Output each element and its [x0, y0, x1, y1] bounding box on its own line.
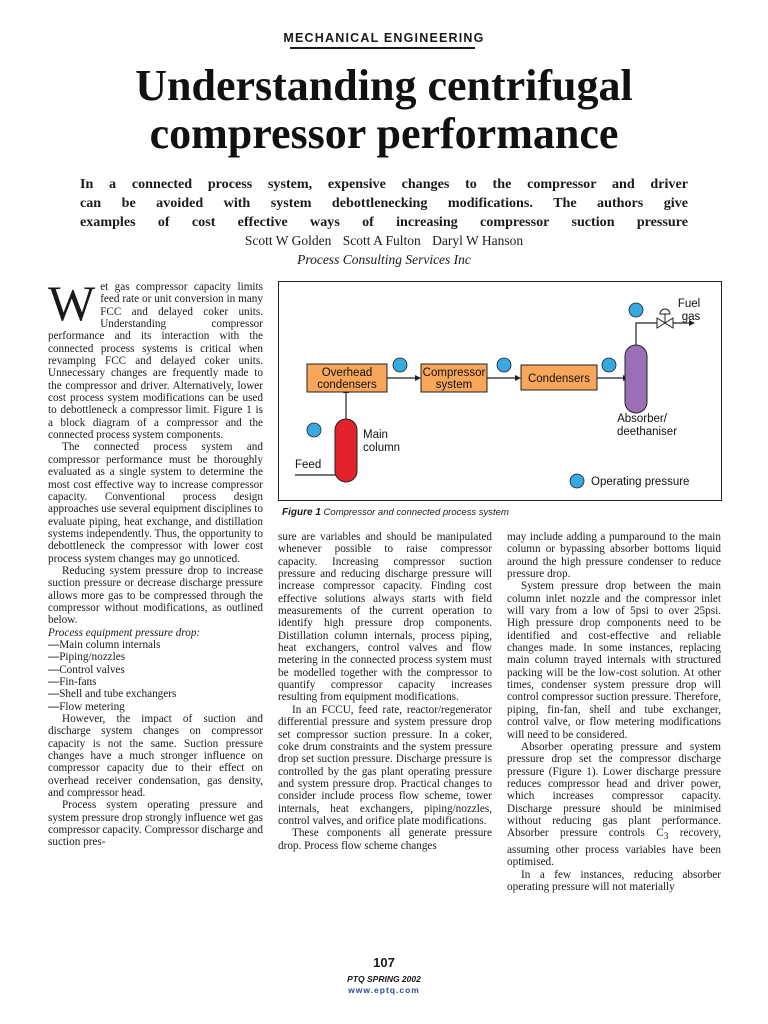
- section-label: MECHANICAL ENGINEERING: [283, 31, 485, 45]
- figure-caption: [282, 507, 722, 518]
- compressor-arrow: [415, 375, 421, 381]
- list-title: Process equipment pressure drop:: [48, 626, 201, 639]
- figure-caption-label: Figure 1: [282, 507, 321, 518]
- pressure-node: [497, 358, 511, 372]
- body-paragraph: However, the impact of suction and discharge system changes on compressor capacity is not the same. Suction pressure changes have a much stronger influence on compressor capacity due to their effect on overhead receiver condensation, gas density, and compressor head.: [48, 713, 263, 800]
- author-affiliation: Process Consulting Services Inc: [297, 252, 471, 267]
- feed-label: Feed: [295, 459, 322, 471]
- pressure-node: [393, 358, 407, 372]
- overhead-label: condensers: [317, 379, 377, 391]
- body-paragraph: [507, 741, 721, 869]
- body-paragraph: These components all generate pressure drop. Process flow scheme changes: [278, 827, 492, 852]
- paragraph-text: Absorber operating pressure and system pressure drop set the compressor discharge pressure (Figure 1). Lower discharge pressure reduces compressor head and driver power, which increases compressor capacity. Discharge pressure should be minimised without reducing gas plant performance. Absorber pressure controls C: [507, 740, 721, 840]
- pressure-node: [602, 358, 616, 372]
- paragraph-text: recovery, assuming other process variables have been optimised.: [507, 827, 721, 869]
- compressor-label: system: [435, 379, 473, 391]
- list-item-text: Shell and tube exchangers: [59, 688, 177, 701]
- main-column-label: column: [363, 442, 401, 454]
- body-column-1: [48, 275, 263, 849]
- absorber-vessel: [625, 345, 647, 413]
- body-paragraph: [48, 275, 263, 442]
- pressure-node: [307, 423, 321, 437]
- condenser-arrow: [515, 375, 521, 381]
- body-paragraph: Reducing system pressure drop to increase suction pressure or decrease discharge pressure allows more gas to be compressed through the compressor without modifications, as outlined below.: [48, 564, 263, 627]
- standfirst-line-2: can be avoided with system debottlenecking modifications. The authors give: [80, 195, 688, 211]
- list-item: —Piping/nozzles: [48, 651, 126, 664]
- body-paragraph: The connected process system and compressor performance must be thoroughly evaluated as a single system to determine the most cost effective way to increase compressor capacity. Conventional process design approaches use several equipment disciplines to evaluate piping, heat exchange, and distillation systems independently. Thus, the opportunity to debottleneck the compressor with lower cost process system changes may go unnoticed.: [48, 441, 263, 565]
- list-item: —Control valves: [48, 663, 125, 676]
- subscript: 3: [663, 832, 669, 843]
- body-column-2: [278, 531, 492, 852]
- fuel-gas-label: gas: [681, 311, 701, 323]
- list-item-text: Flow metering: [59, 700, 125, 713]
- journal-issue: [0, 974, 768, 984]
- figure-1: [278, 281, 722, 501]
- list-item-text: Main column internals: [59, 638, 161, 651]
- author-name: Scott A Fulton: [342, 233, 421, 248]
- list-item: —Flow metering: [48, 700, 125, 713]
- issue-label: SPRING 2002: [366, 974, 421, 984]
- author-name: Daryl W Hanson: [432, 233, 524, 248]
- title-line-1: Understanding centrifugal: [135, 61, 633, 110]
- author-list: [0, 233, 768, 249]
- list-item: —Shell and tube exchangers: [48, 688, 177, 701]
- figure-caption-text: Compressor and connected process system: [323, 507, 509, 518]
- journal-name: PTQ: [347, 974, 365, 984]
- fuel-gas-label: Fuel: [677, 298, 701, 310]
- control-valve-icon: [657, 309, 673, 328]
- body-paragraph: may include adding a pumparound to the main column or bypassing absorber bottoms liquid around the high pressure condenser to reduce pressure drop.: [507, 531, 721, 581]
- main-column-vessel: [335, 419, 357, 482]
- drop-cap: W: [48, 275, 96, 331]
- absorber-label: deethaniser: [616, 426, 678, 438]
- standfirst-line-1: In a connected process system, expensive changes to the compressor and driver: [80, 176, 688, 192]
- body-column-3: [507, 531, 721, 893]
- body-paragraph: In a few instances, reducing absorber operating pressure will not materially: [507, 868, 721, 893]
- list-item-text: Fin-fans: [59, 676, 97, 688]
- title-line-2: compressor performance: [149, 109, 619, 158]
- fuel-gas-line: [636, 323, 689, 346]
- list-item: —Fin-fans: [48, 676, 97, 688]
- body-paragraph: System pressure drop between the main column inlet nozzle and the compressor inlet will vary from a low of 5psi to over 25psi. High pressure drop components need to be identified and cost-effective and reliable changes made. In some instances, replacing main column trayed internals with structured packing will be the low-cost solution. At other times, condenser system pressure drop will control compressor suction pressure. Therefore, piping, fin-fan, shell and tube exchanger, control valve, or flow metering modifications will need to be considered.: [507, 580, 721, 741]
- article-title: [0, 62, 768, 158]
- main-column-label: Main: [363, 429, 388, 441]
- pressure-node: [629, 303, 643, 317]
- legend-label: Operating pressure: [591, 476, 690, 488]
- list-item-text: Control valves: [59, 663, 125, 676]
- section-rule: [290, 47, 475, 49]
- pressure-drop-list: [48, 639, 263, 713]
- overhead-label: Overhead: [321, 367, 373, 379]
- process-block-diagram: [279, 282, 721, 500]
- standfirst: [80, 175, 688, 232]
- absorber-label: Absorber/: [617, 413, 667, 425]
- legend-node: [570, 474, 584, 488]
- condensers-label: Condensers: [527, 373, 591, 385]
- journal-website: www.eptq.com: [348, 985, 420, 995]
- compressor-label: Compressor: [422, 367, 486, 379]
- standfirst-line-3: examples of cost effective ways of increasing compressor suction pressure: [80, 214, 688, 230]
- page-number: 107: [373, 955, 395, 970]
- paragraph-text: et gas compressor capacity limits feed rate or unit conversion in many FCC and delayed coker units. Understanding compressor performance and its interaction with the connected process systems is critical when revamping FCC and delayed coker units. Unnecessary changes are frequently made to the compressor and driver. Alternatively, lower cost process system modifications can be used to debottleneck a compressor limit. Figure 1 is a block diagram of a compressor and the connected process system components.: [48, 281, 263, 442]
- body-paragraph: sure are variables and should be manipulated whenever possible to raise compressor capacity. Increasing compressor suction pressure and reducing discharge pressure will increase compressor capacity. Finding cost effective solutions always starts with field measurements of the current operation to identify high pressure drop components. Distillation column internals, process piping, heat exchangers, control valves and flow metering in the connected process system must be modelled together with the compressor to quantify compressor capacity increases resulting from equipment modifications.: [278, 531, 492, 704]
- list-item: —Main column internals: [48, 638, 161, 651]
- author-name: Scott W Golden: [244, 233, 332, 248]
- body-paragraph: Process system operating pressure and system pressure drop strongly influence wet gas compressor capacity. Compressor discharge and suction pres-: [48, 799, 263, 849]
- list-item-text: Piping/nozzles: [59, 651, 126, 664]
- body-paragraph: In an FCCU, feed rate, reactor/regenerator differential pressure and system pressure drop set compressor suction pressure. In a coker, coke drum constraints and the system pressure drop set suction pressure. Discharge pressure is controlled by the gas plant operating pressure and system pressure drop. Practical changes to consider include process flow scheme, tower internals, heat exchangers, piping/nozzles, control valves, and orifice plate modifications.: [278, 703, 492, 827]
